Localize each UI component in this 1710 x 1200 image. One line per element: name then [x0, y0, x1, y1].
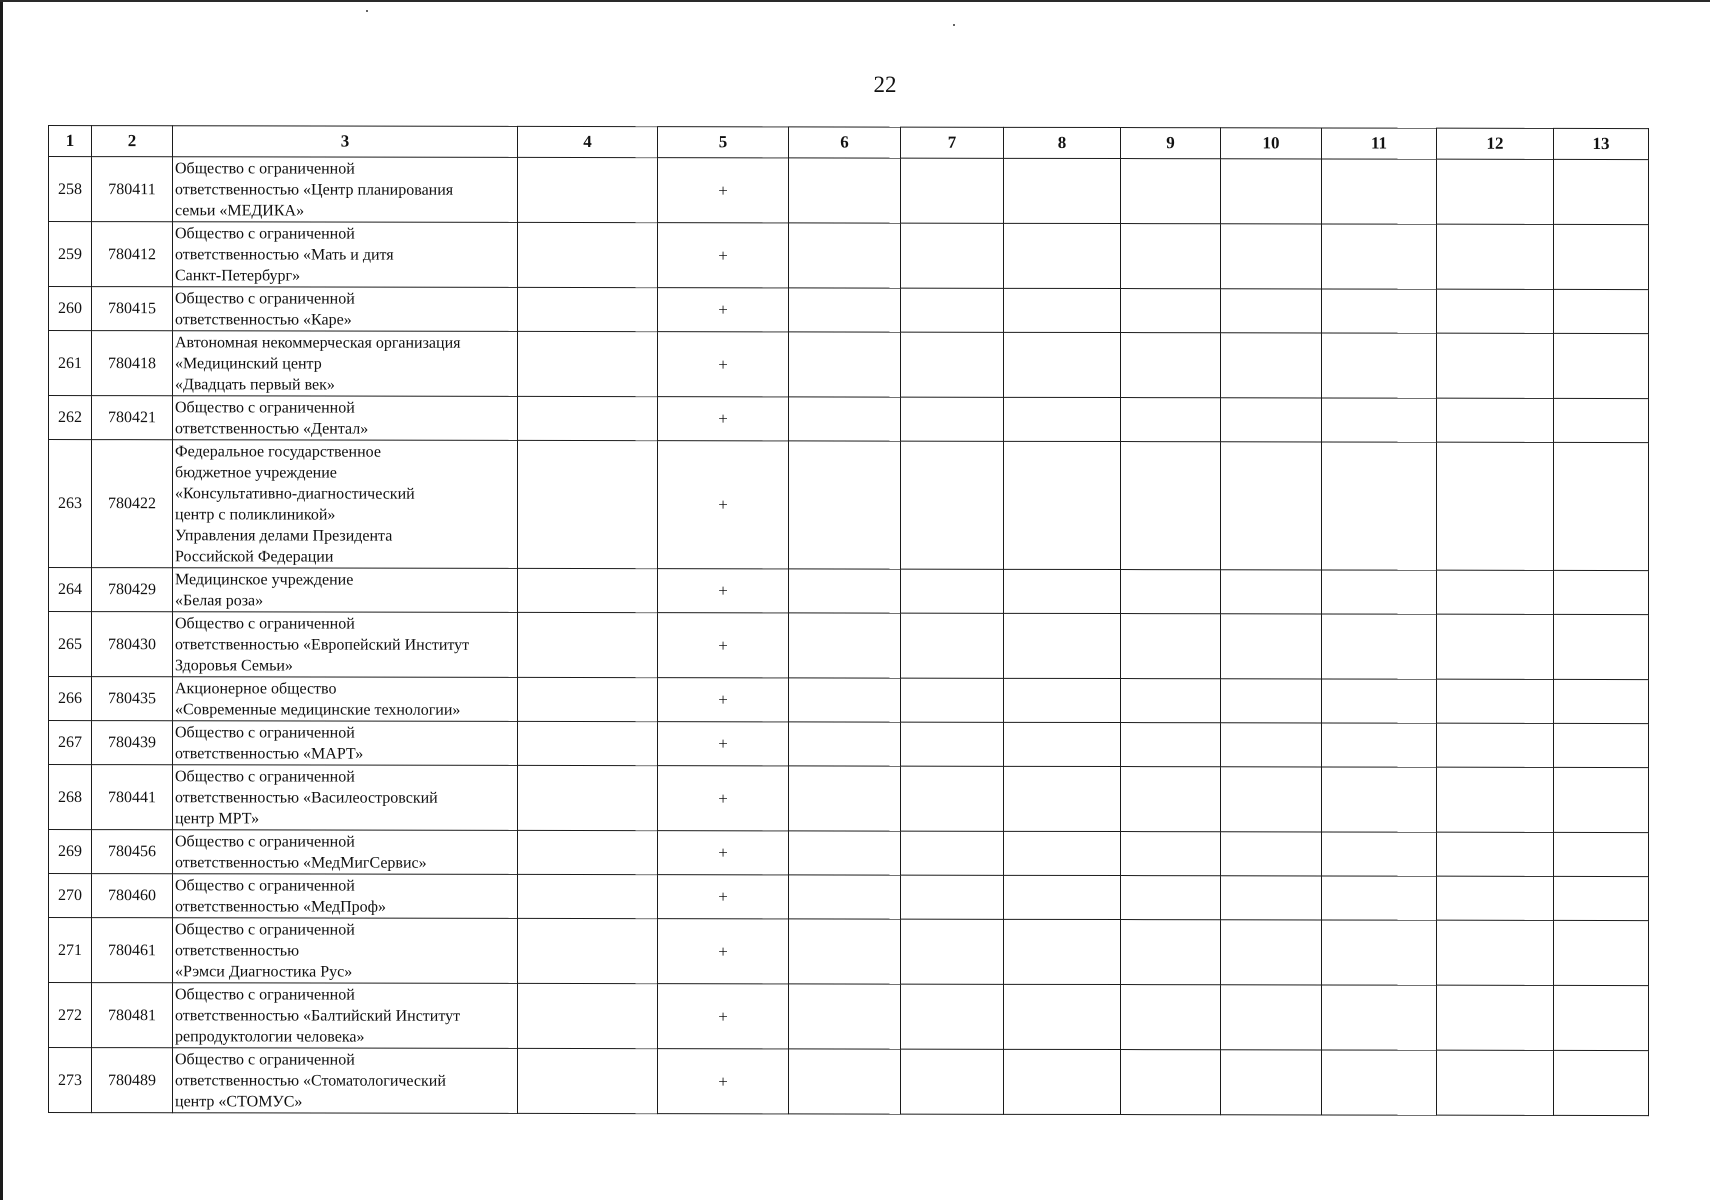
organization-name-cell [173, 918, 518, 984]
col13-cell [1554, 398, 1649, 442]
row-number-cell: 265 [49, 612, 92, 677]
organization-name-line: ответственностью «МедМигСервис» [175, 854, 427, 872]
col12-cell [1437, 614, 1554, 679]
col10-cell [1221, 289, 1322, 333]
col12-cell [1437, 1050, 1554, 1115]
col6-cell [789, 569, 901, 613]
col7-cell [901, 919, 1004, 984]
table-body [49, 157, 1649, 1116]
col8-cell [1004, 919, 1121, 984]
col7-cell [901, 875, 1004, 919]
row-code-cell: 780412 [92, 222, 173, 287]
organization-name-cell [173, 612, 518, 678]
row-code-cell: 780422 [92, 440, 173, 568]
organization-name-line: центр с поликлиникой» [175, 506, 336, 524]
col7-cell [901, 288, 1004, 332]
col7-cell [901, 223, 1004, 288]
row-number-cell: 269 [49, 830, 92, 874]
organization-name-line: Общество с ограниченной [175, 290, 355, 308]
column-header-6: 6 [789, 127, 901, 158]
col12-cell [1437, 985, 1554, 1050]
col10-cell [1221, 442, 1322, 570]
organization-name-line: Федеральное государственное [175, 443, 381, 461]
organization-name-line: Общество с ограниченной [175, 225, 355, 243]
col4-cell [518, 918, 658, 983]
col11-cell [1322, 832, 1437, 876]
row-number-cell: 271 [49, 918, 92, 983]
col5-mark-cell: + [658, 875, 789, 919]
col10-cell [1221, 614, 1322, 679]
row-code-cell: 780481 [92, 983, 173, 1048]
organization-name-cell [173, 568, 518, 613]
col13-cell [1554, 1050, 1649, 1115]
organization-name-line: Общество с ограниченной [175, 921, 355, 939]
col7-cell [901, 766, 1004, 831]
organization-name-cell [173, 1048, 518, 1114]
col4-cell [518, 677, 658, 721]
col13-cell [1554, 920, 1649, 985]
column-header-4: 4 [518, 126, 658, 157]
col8-cell [1004, 678, 1121, 722]
table-row [49, 830, 1649, 877]
col9-cell [1121, 333, 1221, 398]
col12-cell [1437, 920, 1554, 985]
table-row [49, 287, 1649, 334]
row-number-cell: 273 [49, 1048, 92, 1113]
scan-speck [953, 24, 955, 26]
organization-name-line: ответственностью «МедПроф» [175, 898, 387, 916]
col4-cell [518, 331, 658, 396]
col10-cell [1221, 333, 1322, 398]
table-row [49, 1048, 1649, 1116]
organization-name-line: ответственностью «Балтийский Институт [175, 1007, 461, 1025]
organization-name-cell [173, 765, 518, 831]
col12-cell [1437, 767, 1554, 832]
col5-mark-cell: + [658, 288, 789, 332]
col9-cell [1121, 289, 1221, 333]
col7-cell [901, 831, 1004, 875]
col6-cell [789, 613, 901, 678]
col9-cell [1121, 767, 1221, 832]
col5-mark-cell: + [658, 158, 789, 223]
col11-cell [1322, 767, 1437, 832]
column-header-1: 1 [49, 126, 92, 157]
col7-cell [901, 678, 1004, 722]
table-header-row [49, 126, 1649, 160]
organization-name-line: репродуктологии человека» [175, 1028, 365, 1046]
table-row [49, 396, 1649, 443]
column-header-7: 7 [901, 127, 1004, 158]
row-code-cell: 780441 [92, 765, 173, 830]
col9-cell [1121, 832, 1221, 876]
col6-cell [789, 875, 901, 919]
col5-mark-cell: + [658, 766, 789, 831]
col5-mark-cell: + [658, 223, 789, 288]
col10-cell [1221, 679, 1322, 723]
organization-name-line: Общество с ограниченной [175, 768, 355, 786]
organization-name-line: «Современные медицинские технологии» [175, 701, 461, 719]
col12-cell [1437, 876, 1554, 920]
organization-name-cell [173, 287, 518, 332]
col11-cell [1322, 570, 1437, 614]
col11-cell [1322, 224, 1437, 289]
col8-cell [1004, 984, 1121, 1049]
organization-name-line: семьи «МЕДИКА» [175, 202, 305, 220]
col12-cell [1437, 159, 1554, 224]
column-header-13: 13 [1554, 128, 1649, 159]
organization-name-line: бюджетное учреждение [175, 464, 337, 482]
row-number-cell: 263 [49, 440, 92, 568]
organization-name-line: Санкт-Петербург» [175, 267, 301, 285]
table-row [49, 157, 1649, 225]
col12-cell [1437, 333, 1554, 398]
col4-cell [518, 287, 658, 331]
organization-name-line: Акционерное общество [175, 680, 337, 698]
table-row [49, 765, 1649, 833]
row-number-cell: 266 [49, 677, 92, 721]
organization-name-line: Общество с ограниченной [175, 986, 355, 1004]
col7-cell [901, 984, 1004, 1049]
col9-cell [1121, 224, 1221, 289]
table-row [49, 983, 1649, 1051]
column-header-12: 12 [1437, 128, 1554, 159]
organization-name-line: центр МРТ» [175, 810, 260, 828]
col11-cell [1322, 442, 1437, 570]
col7-cell [901, 397, 1004, 441]
organization-name-cell [173, 222, 518, 288]
col8-cell [1004, 613, 1121, 678]
col9-cell [1121, 920, 1221, 985]
col5-mark-cell: + [658, 984, 789, 1049]
col4-cell [518, 721, 658, 765]
col11-cell [1322, 159, 1437, 224]
col10-cell [1221, 224, 1322, 289]
organization-name-line: Автономная некоммерческая организация [175, 334, 461, 352]
col8-cell [1004, 441, 1121, 569]
col11-cell [1322, 614, 1437, 679]
organization-name-line: «Двадцать первый век» [175, 376, 335, 394]
col8-cell [1004, 766, 1121, 831]
table-row [49, 874, 1649, 921]
organization-name-line: Общество с ограниченной [175, 833, 355, 851]
organization-name-line: ответственностью «МАРТ» [175, 745, 364, 763]
col8-cell [1004, 397, 1121, 441]
column-header-11: 11 [1322, 128, 1437, 159]
row-code-cell: 780435 [92, 677, 173, 721]
col8-cell [1004, 722, 1121, 766]
col4-cell [518, 830, 658, 874]
col5-mark-cell: + [658, 613, 789, 678]
row-number-cell: 272 [49, 983, 92, 1048]
row-number-cell: 262 [49, 396, 92, 440]
col10-cell [1221, 723, 1322, 767]
col10-cell [1221, 570, 1322, 614]
organization-name-cell [173, 396, 518, 441]
column-header-9: 9 [1121, 128, 1221, 159]
organization-name-line: «Рэмси Диагностика Рус» [175, 963, 353, 981]
col4-cell [518, 874, 658, 918]
col5-mark-cell: + [658, 1049, 789, 1114]
organization-name-cell [173, 830, 518, 875]
col5-mark-cell: + [658, 919, 789, 984]
col4-cell [518, 765, 658, 830]
table-row [49, 331, 1649, 399]
col9-cell [1121, 570, 1221, 614]
col6-cell [789, 332, 901, 397]
col8-cell [1004, 831, 1121, 875]
col10-cell [1221, 1050, 1322, 1115]
col8-cell [1004, 875, 1121, 919]
organization-name-cell [173, 331, 518, 397]
col11-cell [1322, 289, 1437, 333]
row-number-cell: 270 [49, 874, 92, 918]
col9-cell [1121, 876, 1221, 920]
col9-cell [1121, 1050, 1221, 1115]
col4-cell [518, 612, 658, 677]
col7-cell [901, 332, 1004, 397]
row-code-cell: 780439 [92, 721, 173, 765]
col7-cell [901, 158, 1004, 223]
col11-cell [1322, 1050, 1437, 1115]
col13-cell [1554, 289, 1649, 333]
col6-cell [789, 984, 901, 1049]
organization-name-line: Общество с ограниченной [175, 877, 355, 895]
col13-cell [1554, 832, 1649, 876]
col6-cell [789, 441, 901, 569]
col13-cell [1554, 442, 1649, 570]
row-code-cell: 780415 [92, 287, 173, 331]
organization-name-cell [173, 983, 518, 1049]
col11-cell [1322, 333, 1437, 398]
col6-cell [789, 678, 901, 722]
col13-cell [1554, 159, 1649, 224]
col11-cell [1322, 985, 1437, 1050]
row-code-cell: 780461 [92, 918, 173, 983]
registry-table [48, 125, 1649, 1116]
organization-name-line: Управления делами Президента [175, 527, 393, 545]
col6-cell [789, 288, 901, 332]
organization-name-line: Российской Федерации [175, 548, 334, 566]
col11-cell [1322, 679, 1437, 723]
organization-name-cell [173, 874, 518, 919]
col8-cell [1004, 1049, 1121, 1114]
col10-cell [1221, 876, 1322, 920]
organization-name-line: Здоровья Семьи» [175, 657, 293, 675]
col11-cell [1322, 876, 1437, 920]
column-header-10: 10 [1221, 128, 1322, 159]
col4-cell [518, 983, 658, 1048]
organization-name-cell [173, 440, 518, 569]
organization-name-line: Общество с ограниченной [175, 615, 355, 633]
col5-mark-cell: + [658, 722, 789, 766]
col6-cell [789, 1049, 901, 1114]
row-code-cell: 780418 [92, 331, 173, 396]
row-number-cell: 268 [49, 765, 92, 830]
column-header-2: 2 [92, 126, 173, 157]
col10-cell [1221, 159, 1322, 224]
col6-cell [789, 158, 901, 223]
col7-cell [901, 722, 1004, 766]
col4-cell [518, 222, 658, 287]
scan-top-edge [0, 0, 1710, 2]
organization-name-line: Общество с ограниченной [175, 1051, 355, 1069]
organization-name-line: Общество с ограниченной [175, 399, 355, 417]
col12-cell [1437, 442, 1554, 570]
col12-cell [1437, 224, 1554, 289]
organization-name-line: ответственностью «Василеостровский [175, 789, 438, 807]
col4-cell [518, 396, 658, 440]
col12-cell [1437, 832, 1554, 876]
col13-cell [1554, 767, 1649, 832]
table-row [49, 222, 1649, 290]
table-row [49, 612, 1649, 680]
row-code-cell: 780429 [92, 568, 173, 612]
organization-name-line: «Консультативно-диагностический [175, 485, 415, 503]
col7-cell [901, 569, 1004, 613]
organization-name-line: Общество с ограниченной [175, 160, 355, 178]
organization-name-line: Медицинское учреждение [175, 571, 354, 589]
table-row [49, 568, 1649, 615]
row-number-cell: 261 [49, 331, 92, 396]
scan-speck [366, 10, 368, 12]
col4-cell [518, 440, 658, 568]
col8-cell [1004, 332, 1121, 397]
col5-mark-cell: + [658, 332, 789, 397]
col13-cell [1554, 614, 1649, 679]
col4-cell [518, 157, 658, 222]
col10-cell [1221, 985, 1322, 1050]
organization-name-line: ответственностью «Стоматологический [175, 1072, 446, 1090]
col10-cell [1221, 398, 1322, 442]
column-header-8: 8 [1004, 127, 1121, 158]
organization-name-cell [173, 677, 518, 722]
col5-mark-cell: + [658, 441, 789, 569]
row-number-cell: 267 [49, 721, 92, 765]
col8-cell [1004, 223, 1121, 288]
col13-cell [1554, 333, 1649, 398]
organization-name-line: «Белая роза» [175, 592, 264, 610]
col5-mark-cell: + [658, 831, 789, 875]
col5-mark-cell: + [658, 569, 789, 613]
col8-cell [1004, 158, 1121, 223]
col13-cell [1554, 570, 1649, 614]
col7-cell [901, 613, 1004, 678]
organization-name-cell [173, 721, 518, 766]
table-row [49, 721, 1649, 768]
organization-name-cell [173, 157, 518, 223]
col9-cell [1121, 159, 1221, 224]
row-number-cell: 259 [49, 222, 92, 287]
row-code-cell: 780489 [92, 1048, 173, 1113]
organization-name-line: центр «СТОМУС» [175, 1093, 303, 1111]
col11-cell [1322, 920, 1437, 985]
page-number: 22 [873, 72, 897, 97]
table-row [49, 918, 1649, 986]
col5-mark-cell: + [658, 397, 789, 441]
col6-cell [789, 919, 901, 984]
row-number-cell: 258 [49, 157, 92, 222]
col5-mark-cell: + [658, 678, 789, 722]
table-row [49, 440, 1649, 571]
col9-cell [1121, 723, 1221, 767]
col12-cell [1437, 570, 1554, 614]
col6-cell [789, 766, 901, 831]
organization-name-line: ответственностью «Каре» [175, 311, 352, 329]
col11-cell [1322, 398, 1437, 442]
col9-cell [1121, 679, 1221, 723]
row-code-cell: 780430 [92, 612, 173, 677]
col9-cell [1121, 614, 1221, 679]
column-header-3: 3 [173, 126, 518, 158]
table-row [49, 677, 1649, 724]
col12-cell [1437, 723, 1554, 767]
organization-name-line: ответственностью «Дентал» [175, 420, 369, 438]
col13-cell [1554, 723, 1649, 767]
col6-cell [789, 397, 901, 441]
col6-cell [789, 722, 901, 766]
col13-cell [1554, 985, 1649, 1050]
col9-cell [1121, 985, 1221, 1050]
col10-cell [1221, 767, 1322, 832]
row-number-cell: 264 [49, 568, 92, 612]
organization-name-line: ответственностью [175, 942, 300, 960]
col4-cell [518, 568, 658, 612]
organization-name-line: ответственностью «Европейский Институт [175, 636, 470, 654]
row-code-cell: 780411 [92, 157, 173, 222]
col8-cell [1004, 288, 1121, 332]
col12-cell [1437, 289, 1554, 333]
col8-cell [1004, 569, 1121, 613]
col10-cell [1221, 920, 1322, 985]
organization-name-line: ответственностью «Центр планирования [175, 181, 454, 199]
organization-name-line: ответственностью «Мать и дитя [175, 246, 394, 264]
column-header-5: 5 [658, 127, 789, 158]
organization-name-line: Общество с ограниченной [175, 724, 355, 742]
col6-cell [789, 223, 901, 288]
col12-cell [1437, 398, 1554, 442]
col7-cell [901, 1049, 1004, 1114]
row-code-cell: 780421 [92, 396, 173, 440]
col9-cell [1121, 442, 1221, 570]
row-number-cell: 260 [49, 287, 92, 331]
col10-cell [1221, 832, 1322, 876]
col13-cell [1554, 679, 1649, 723]
col11-cell [1322, 723, 1437, 767]
organization-name-line: «Медицинский центр [175, 355, 322, 373]
col12-cell [1437, 679, 1554, 723]
row-code-cell: 780460 [92, 874, 173, 918]
col13-cell [1554, 876, 1649, 920]
col9-cell [1121, 398, 1221, 442]
col7-cell [901, 441, 1004, 569]
col4-cell [518, 1048, 658, 1113]
col6-cell [789, 831, 901, 875]
row-code-cell: 780456 [92, 830, 173, 874]
scan-left-edge [0, 0, 3, 1200]
col13-cell [1554, 224, 1649, 289]
